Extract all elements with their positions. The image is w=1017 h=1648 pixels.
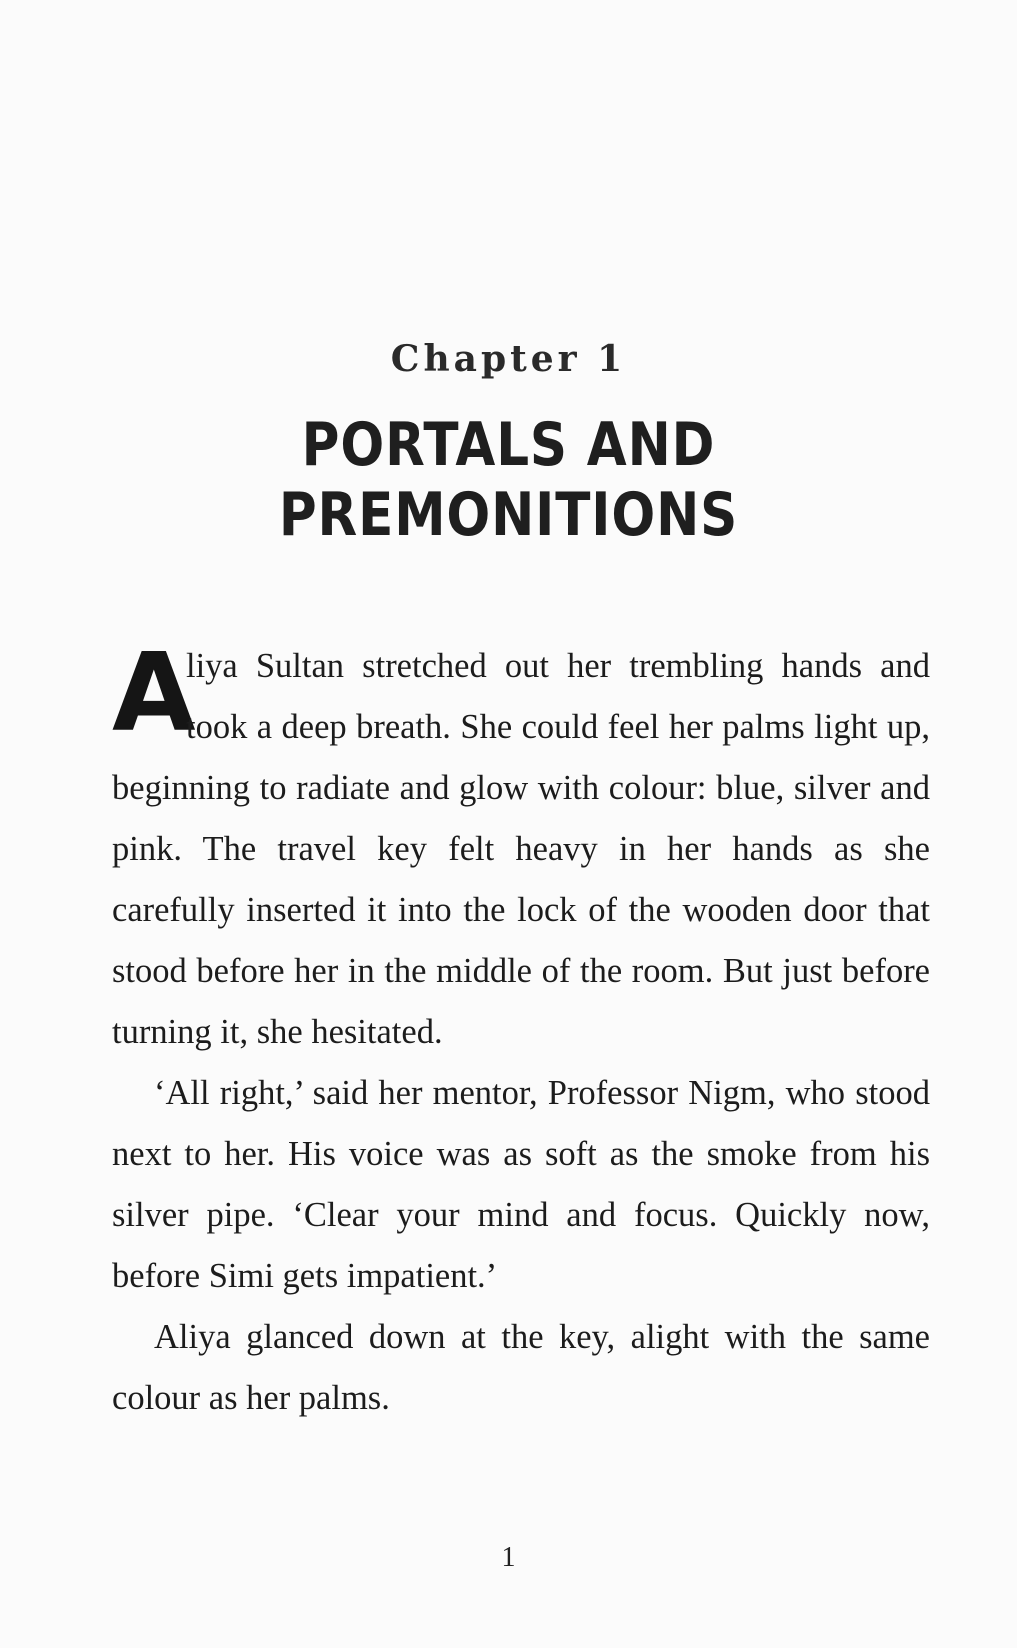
paragraph-3: Aliya glanced down at the key, alight with the same colour as her palms. — [112, 1318, 930, 1417]
paragraph-2: ‘All right,’ said her mentor, Professor Nigm, who stood next to her. His voice was as soft as the smoke from his silver pipe. ‘Clear your mind and focus. Quickly now, before Simi gets impatient.’ — [112, 1074, 930, 1295]
page-number: 1 — [501, 1542, 516, 1573]
paragraph-1-text: liya Sultan stretched out her trembling hands and took a deep breath. She could feel her palms light up, beginning to radiate and glow with colour: blue, silver and pink. The travel key felt heavy in her hands as she carefully inserted it into the lock of the wooden door that stood before her in the middle of the room. But just before turning it, she hesitated. — [112, 647, 930, 1051]
chapter-label: Chapter 1 — [390, 338, 627, 380]
chapter-title: PORTALS AND PREMONITIONS — [278, 410, 739, 550]
paragraph-1 — [112, 631, 930, 1063]
drop-cap: A — [112, 631, 196, 756]
chapter-body — [112, 631, 930, 1429]
